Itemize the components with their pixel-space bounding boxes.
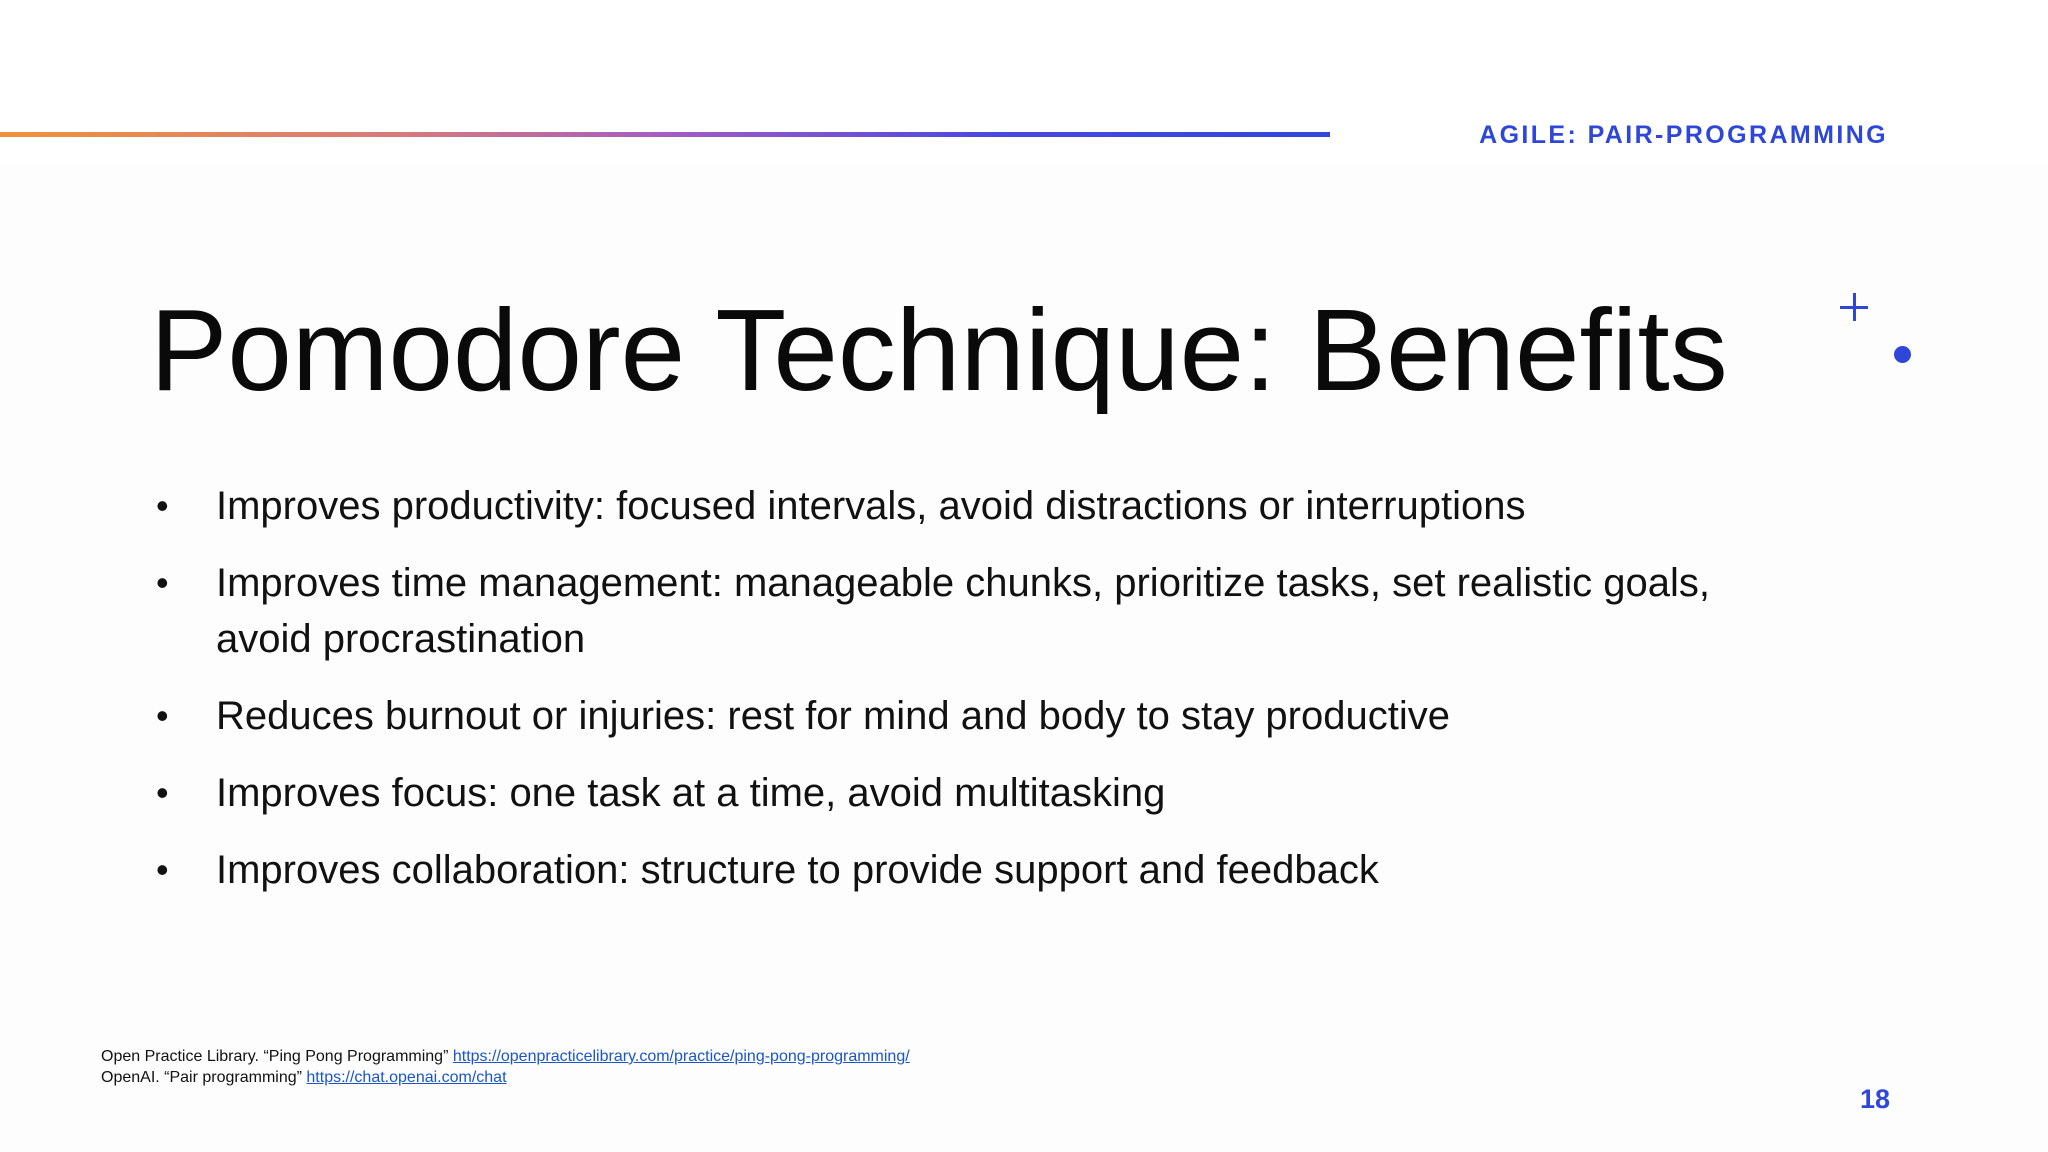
bullet-item [150, 765, 1750, 821]
bullet-item [150, 478, 1750, 534]
bullet-dot-icon: • [156, 485, 169, 526]
page-number: 18 [1859, 1084, 1890, 1114]
bullet-item [150, 555, 1750, 667]
dot-icon [1894, 346, 1911, 363]
bullet-text: Improves focus: one task at a time, avoid multitasking [216, 771, 1166, 815]
slide-title: Pomodore Technique: Benefits [150, 285, 1728, 415]
reference-text: OpenAI. “Pair programming” [101, 1069, 307, 1086]
reference-line [101, 1067, 910, 1088]
header-gradient-line [0, 132, 1330, 137]
bullet-text: Improves collaboration: structure to provide support and feedback [216, 848, 1379, 892]
bullet-text: Reduces burnout or injuries: rest for mind and body to stay productive [216, 694, 1450, 738]
bullet-item [150, 688, 1750, 744]
plus-icon [1840, 293, 1868, 321]
bullet-text: Improves time management: manageable chunks, prioritize tasks, set realistic goals, avoid procrastination [216, 561, 1711, 661]
bullet-list [150, 478, 1750, 919]
reference-link[interactable]: https://chat.openai.com/chat [306, 1069, 507, 1086]
reference-link[interactable]: https://openpracticelibrary.com/practice/ping-pong-programming/ [452, 1048, 910, 1065]
reference-line [101, 1046, 910, 1067]
bullet-text: Improves productivity: focused intervals, avoid distractions or interruptions [216, 484, 1526, 528]
bullet-dot-icon: • [156, 849, 169, 890]
references [101, 1046, 910, 1088]
bullet-dot-icon: • [156, 772, 169, 813]
section-label: AGILE: PAIR-PROGRAMMING [1479, 121, 1888, 149]
bullet-dot-icon: • [156, 695, 169, 736]
bullet-dot-icon: • [156, 562, 169, 603]
reference-text: Open Practice Library. “Ping Pong Programming” [101, 1048, 453, 1065]
bullet-item [150, 842, 1750, 898]
